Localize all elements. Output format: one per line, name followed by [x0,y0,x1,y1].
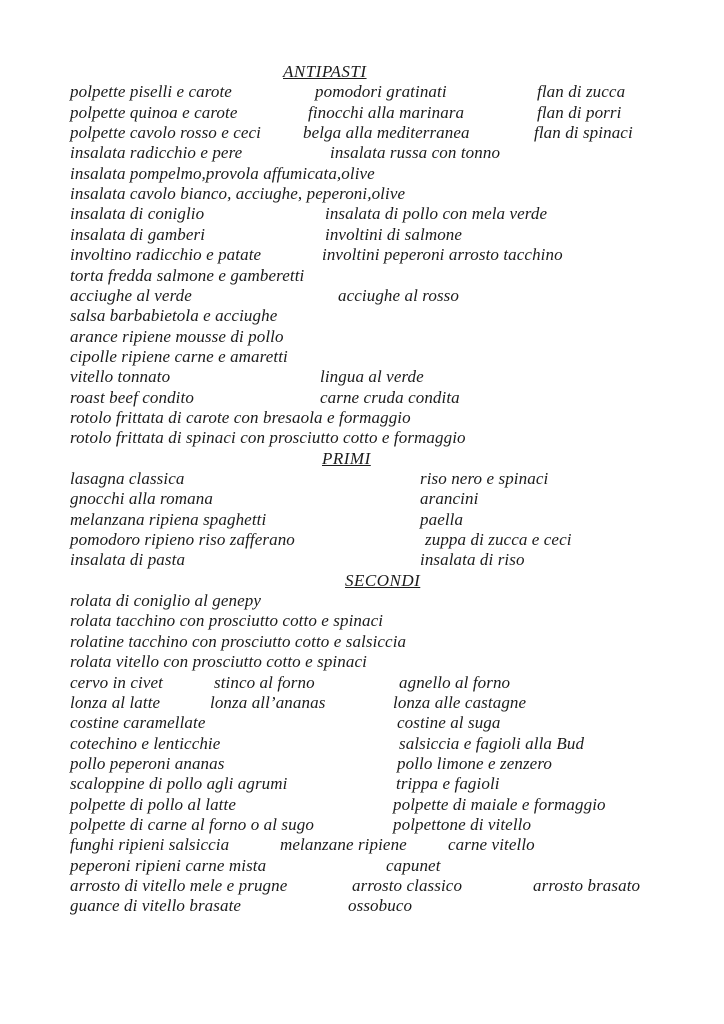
menu-item-text: finocchi alla marinara [308,102,465,122]
menu-item-text: acciughe al verde [70,285,192,305]
menu-item-text: scaloppine di pollo agli agrumi [70,774,288,794]
menu-row [0,530,724,551]
menu-row [0,611,724,632]
menu-row [0,245,724,266]
menu-row [0,489,724,510]
menu-row [0,388,724,409]
menu-row [0,835,724,856]
menu-item-text: insalata di gamberi [70,224,206,244]
menu-item-text: rolatine tacchino con prosciutto cotto e salsiccia [70,631,407,651]
menu-item-text: funghi ripieni salsiccia [70,835,230,855]
section-title-secondi: SECONDI [345,570,421,590]
menu-item-text: polpette di carne al forno o al sugo [70,814,314,834]
menu-item-text: arancini [420,489,479,509]
menu-item-text: polpette cavolo rosso e ceci [70,123,261,143]
menu-row [0,876,724,897]
menu-item-text: carne cruda condita [320,387,460,407]
menu-item-text: guance di vitello brasate [70,896,242,916]
menu-item-text: salsa barbabietola e acciughe [70,306,278,326]
menu-item-text: flan di porri [537,102,622,122]
menu-item-text: polpette di pollo al latte [70,794,236,814]
menu-item-text: arrosto di vitello mele e prugne [70,876,288,895]
menu-item-text: carne vitello [448,835,535,855]
menu-item-text: rolata tacchino con prosciutto cotto e spinaci [70,611,384,631]
menu-item-text: melanzane ripiene [280,835,407,855]
menu-row [0,367,724,388]
menu-row [0,652,724,673]
menu-item-text: acciughe al rosso [338,285,459,305]
section-title-primi: PRIMI [322,448,371,468]
menu-row [0,713,724,734]
menu-item-text: torta fredda salmone e gamberetti [70,265,305,285]
menu-row [0,306,724,327]
menu-row [0,103,724,124]
menu-item-text: cipolle ripiene carne e amaretti [70,346,288,366]
menu-row [0,591,724,612]
menu-item-text: ossobuco [348,896,413,916]
menu-item-text: riso nero e spinaci [420,469,549,488]
menu-item-text: polpette di maiale e formaggio [393,794,606,814]
menu-item-text: flan di zucca [537,82,626,102]
menu-item-text: cotechino e lenticchie [70,733,221,753]
menu-item-text: lasagna classica [70,469,185,488]
menu-item-text: pollo limone e zenzero [397,753,553,773]
menu-row [0,143,724,164]
menu-item-text: insalata russa con tonno [330,143,501,163]
menu-row [0,632,724,653]
menu-row [0,327,724,348]
menu-item-text: roast beef condito [70,387,194,407]
menu-item-text: involtino radicchio e patate [70,245,262,265]
menu-row [0,896,724,917]
menu-item-text: lonza alle castagne [393,692,527,712]
menu-item-text: paella [420,509,464,529]
menu-row [0,693,724,714]
section-header-row [0,449,724,470]
menu-item-text: cervo in civet [70,672,163,692]
menu-item-text: costine al suga [397,713,501,733]
menu-item-text: insalata di coniglio [70,204,205,224]
menu-item-text: lingua al verde [320,367,424,387]
menu-item-text: polpette piselli e carote [70,82,232,102]
menu-item-text: polpette quinoa e carote [70,102,238,122]
menu-item-text: costine caramellate [70,713,206,733]
menu-item-text: insalata di riso [420,550,525,570]
section-header-row [0,62,724,83]
menu-item-text: pomodoro ripieno riso zafferano [70,530,295,550]
menu-row [0,225,724,246]
menu-item-text: lonza al latte [70,692,161,712]
menu-row [0,428,724,449]
section-header-row [0,571,724,592]
menu-item-text: agnello al forno [399,672,511,692]
menu-row [0,469,724,490]
menu-item-text: insalata cavolo bianco, acciughe, peperoni,olive [70,184,406,204]
menu-row [0,347,724,368]
menu-row [0,856,724,877]
menu-row [0,550,724,571]
menu-row [0,164,724,185]
menu-item-text: involtini peperoni arrosto tacchino [322,245,563,265]
menu-item-text: salsiccia e fagioli alla Bud [399,733,585,753]
menu-item-text: insalata pompelmo,provola affumicata,olive [70,163,375,183]
menu-item-text: pomodori gratinati [315,82,447,102]
menu-item-text: belga alla mediterranea [303,123,470,143]
menu-item-text: insalata radicchio e pere [70,143,243,163]
menu-item-text: arrosto brasato [533,876,641,895]
menu-item-text: capunet [386,855,441,875]
menu-row [0,673,724,694]
menu-row [0,82,724,103]
menu-row [0,754,724,775]
menu-item-text: gnocchi alla romana [70,489,213,509]
menu-row [0,774,724,795]
section-title-antipasti: ANTIPASTI [283,62,367,81]
menu-row [0,204,724,225]
menu-row [0,815,724,836]
menu-item-text: rolata vitello con prosciutto cotto e spinaci [70,652,367,672]
menu-item-text: melanzana ripiena spaghetti [70,509,267,529]
menu-row [0,286,724,307]
menu-item-text: pollo peperoni ananas [70,753,225,773]
menu-item-text: rolata di coniglio al genepy [70,591,262,611]
menu-item-text: insalata di pollo con mela verde [325,204,548,224]
menu-row [0,123,724,144]
menu-row [0,184,724,205]
menu-item-text: stinco al forno [214,672,315,692]
menu-item-text: zuppa di zucca e ceci [425,530,572,550]
menu-row [0,734,724,755]
menu-item-text: insalata di pasta [70,550,186,570]
menu-row [0,510,724,531]
menu-item-text: flan di spinaci [534,123,633,143]
menu-row [0,795,724,816]
menu-item-text: rotolo frittata di spinaci con prosciutto cotto e formaggio [70,428,466,448]
menu-item-text: vitello tonnato [70,367,171,387]
menu-item-text: lonza all’ananas [210,692,326,712]
menu-item-text: rotolo frittata di carote con bresaola e formaggio [70,407,411,427]
menu-item-text: arrosto classico [352,876,463,895]
menu-item-text: peperoni ripieni carne mista [70,855,267,875]
menu-item-text: involtini di salmone [325,224,463,244]
menu-row [0,266,724,287]
menu-item-text: arance ripiene mousse di pollo [70,326,284,346]
menu-item-text: trippa e fagioli [396,774,500,794]
menu-row [0,408,724,429]
menu-item-text: polpettone di vitello [393,814,532,834]
